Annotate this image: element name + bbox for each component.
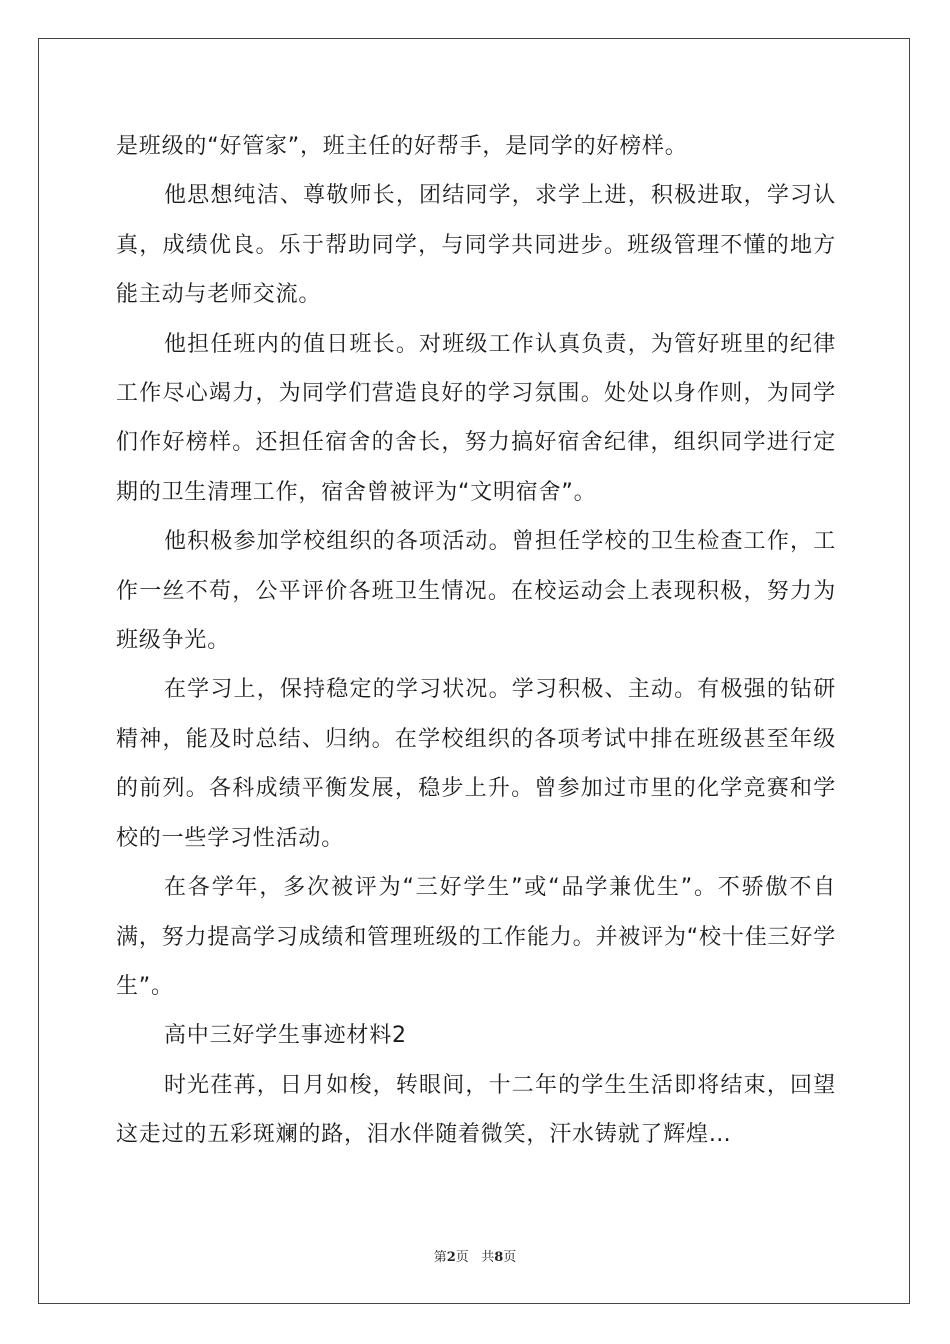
page-footer	[0, 1246, 950, 1265]
paragraph-3: 他担任班内的值日班长。对班级工作认真负责，为管好班里的纪律工作尽心竭力，为同学们营造良好的学习氛围。处处以身作则，为同学们作好榜样。还担任宿舍的舍长，努力搞好宿舍纪律，组织同学进行定期的卫生清理工作，宿舍曾被评为“文明宿舍”。	[116, 331, 836, 505]
paragraph-4: 他积极参加学校组织的各项活动。曾担任学校的卫生检查工作，工作一丝不苟，公平评价各班卫生情况。在校运动会上表现积极，努力为班级争光。	[116, 529, 836, 654]
paragraph-1: 是班级的“好管家”，班主任的好帮手，是同学的好榜样。	[116, 134, 688, 159]
total-pages-number: 8	[494, 1250, 504, 1265]
footer-total-prefix: 共	[481, 1250, 495, 1265]
section-heading: 高中三好学生事迹材料2	[164, 1023, 407, 1049]
paragraph-2: 他思想纯洁、尊敬师长，团结同学，求学上进，积极进取，学习认真，成绩优良。乐于帮助同学，与同学共同进步。班级管理不懂的地方能主动与老师交流。	[116, 183, 836, 308]
footer-total-suffix: 页	[503, 1250, 517, 1265]
footer-page-suffix: 页	[455, 1250, 469, 1265]
paragraph-5: 在学习上，保持稳定的学习状况。学习积极、主动。有极强的钻研精神，能及时总结、归纳。在学校组织的各项考试中排在班级甚至年级的前列。各科成绩平衡发展，稳步上升。曾参加过市里的化学竞赛和学校的一些学习性活动。	[116, 677, 836, 851]
document-body	[116, 122, 836, 1160]
current-page-number: 2	[446, 1250, 456, 1265]
footer-prefix: 第	[433, 1250, 447, 1265]
paragraph-7: 时光荏苒，日月如梭，转眼间，十二年的学生生活即将结束，回望这走过的五彩斑斓的路，泪水伴随着微笑，汗水铸就了辉煌…	[116, 1072, 836, 1148]
paragraph-6: 在各学年，多次被评为“三好学生”或“品学兼优生”。不骄傲不自满，努力提高学习成绩和管理班级的工作能力。并被评为“校十佳三好学生”。	[116, 875, 836, 999]
